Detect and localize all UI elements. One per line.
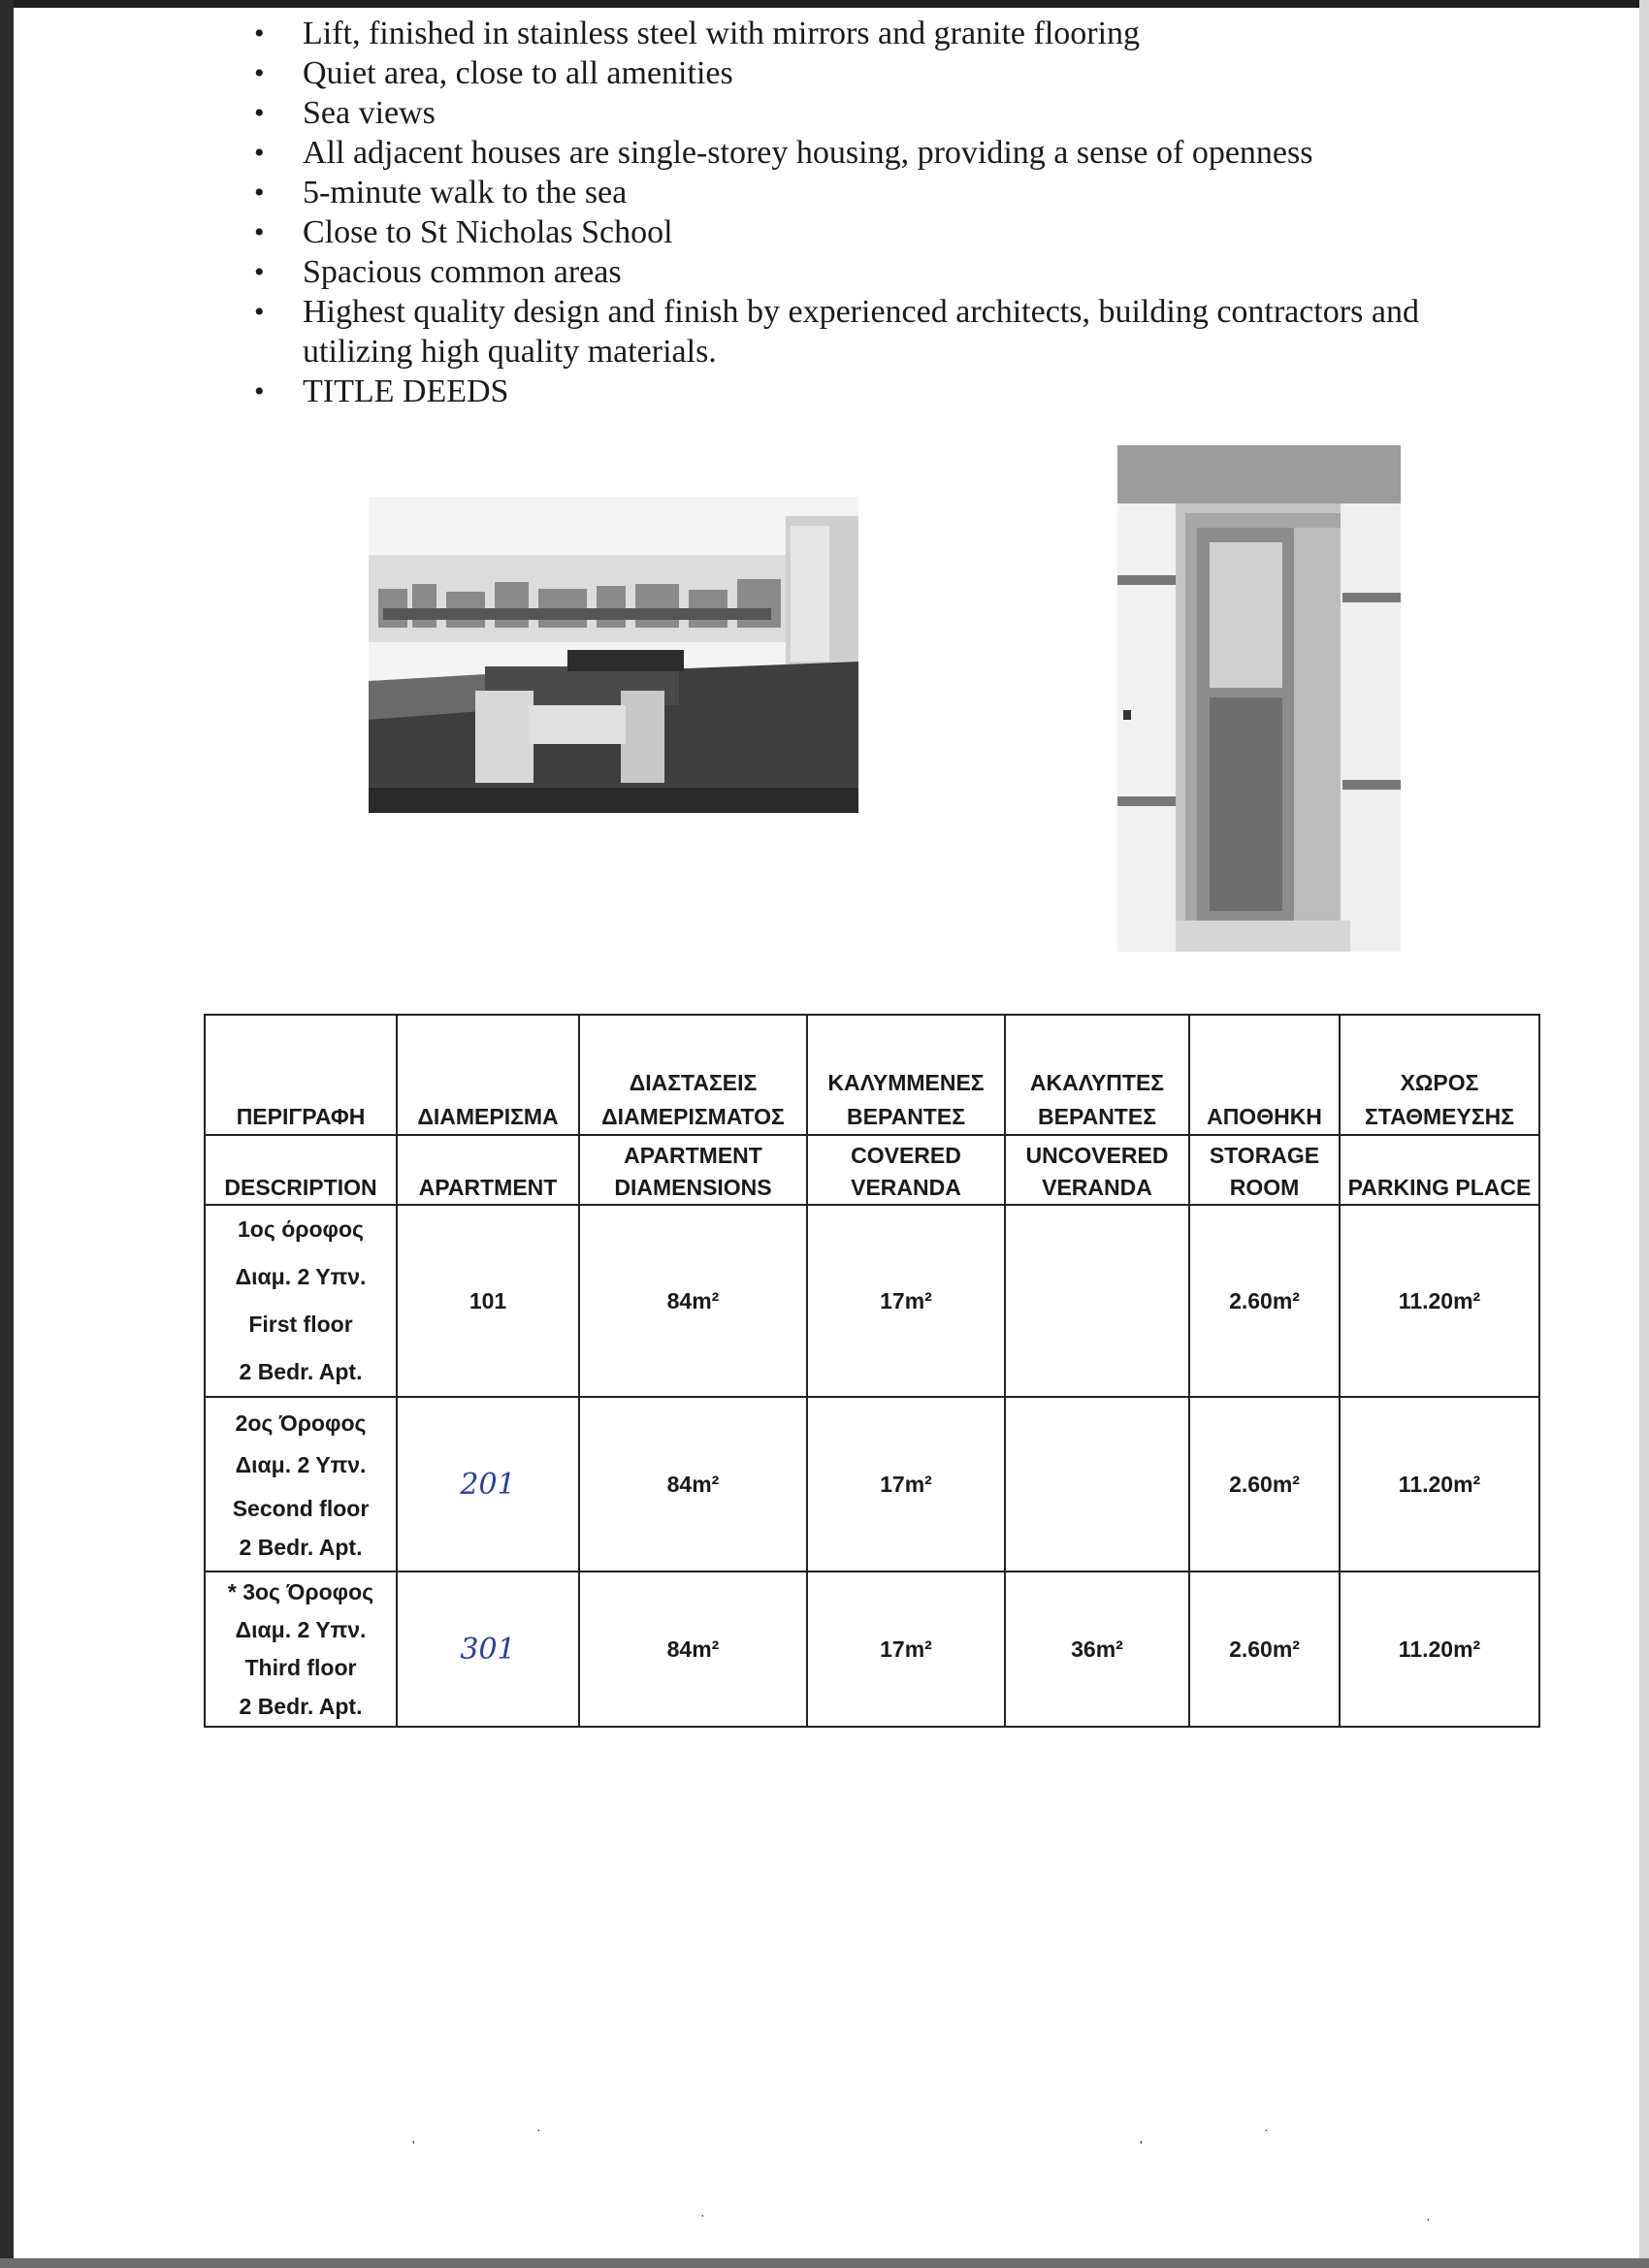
- bullet-icon: •: [254, 97, 265, 129]
- scan-edge-right: [1639, 0, 1649, 2268]
- feature-list: [254, 14, 1515, 411]
- feature-item: • TITLE DEEDS: [254, 373, 509, 409]
- bullet-icon: •: [254, 57, 265, 89]
- scan-edge-top: [0, 0, 1649, 8]
- lift-photo: [1117, 445, 1401, 952]
- header-cell: ΧΩΡΟΣ ΣΤΑΘΜΕΥΣΗΣ: [1340, 1015, 1539, 1135]
- scan-edge-bottom: [0, 2258, 1649, 2268]
- table-header-english: [205, 1135, 1539, 1205]
- feature-item: • Spacious common areas: [254, 254, 622, 290]
- parking-cell: 11.20m²: [1340, 1397, 1539, 1571]
- header-cell: ΑΠΟΘΗΚΗ: [1189, 1015, 1340, 1135]
- description-cell: 2ος Όροφος Διαμ. 2 Υπν. Second floor 2 Bedr. Apt.: [205, 1397, 397, 1571]
- scan-edge-left: [0, 0, 14, 2268]
- scan-speck: ': [1140, 2139, 1143, 2154]
- header-cell: APARTMENT DIAMENSIONS: [579, 1135, 807, 1205]
- feature-item: • Sea views: [254, 95, 436, 131]
- storage-cell: 2.60m²: [1189, 1571, 1340, 1727]
- header-cell: DESCRIPTION: [205, 1135, 397, 1205]
- storage-cell: 2.60m²: [1189, 1397, 1340, 1571]
- parking-cell: 11.20m²: [1340, 1571, 1539, 1727]
- header-cell: COVERED VERANDA: [807, 1135, 1005, 1205]
- feature-item: • Highest quality design and finish by experienced architects, building contractors and utilizing high quality materials.: [254, 294, 1419, 370]
- dimensions-cell: 84m²: [579, 1571, 807, 1727]
- table-header-greek: [205, 1015, 1539, 1135]
- scan-speck: ·: [700, 2210, 705, 2224]
- covered-veranda-cell: 17m²: [807, 1571, 1005, 1727]
- feature-item: • 5-minute walk to the sea: [254, 175, 628, 211]
- feature-item: • Close to St Nicholas School: [254, 214, 673, 250]
- table-row: [205, 1397, 1539, 1571]
- feature-item: • All adjacent houses are single-storey housing, providing a sense of openness: [254, 135, 1313, 171]
- scan-speck: ': [412, 2139, 415, 2154]
- bullet-icon: •: [254, 296, 265, 328]
- uncovered-veranda-cell: [1005, 1397, 1189, 1571]
- covered-veranda-cell: 17m²: [807, 1397, 1005, 1571]
- header-cell: APARTMENT: [397, 1135, 579, 1205]
- header-cell: PARKING PLACE: [1340, 1135, 1539, 1205]
- scan-speck: ·: [1264, 2124, 1269, 2139]
- header-cell: ΔΙΑΜΕΡΙΣΜΑ: [397, 1015, 579, 1135]
- apartment-cell: 201: [397, 1397, 579, 1571]
- feature-item: • Lift, finished in stainless steel with mirrors and granite flooring: [254, 16, 1141, 51]
- uncovered-veranda-cell: [1005, 1205, 1189, 1397]
- dimensions-cell: 84m²: [579, 1205, 807, 1397]
- bullet-icon: •: [254, 375, 265, 407]
- parking-cell: 11.20m²: [1340, 1205, 1539, 1397]
- header-cell: STORAGE ROOM: [1189, 1135, 1340, 1205]
- table-row: [205, 1205, 1539, 1397]
- bullet-icon: •: [254, 137, 265, 169]
- feature-item: • Quiet area, close to all amenities: [254, 55, 733, 91]
- bullet-icon: •: [254, 177, 265, 209]
- storage-cell: 2.60m²: [1189, 1205, 1340, 1397]
- description-cell: * 3ος Όροφος Διαμ. 2 Υπν. Third floor 2 Bedr. Apt.: [205, 1571, 397, 1727]
- description-cell: 1ος όροφος Διαμ. 2 Υπν. First floor 2 Bedr. Apt.: [205, 1205, 397, 1397]
- header-cell: UNCOVERED VERANDA: [1005, 1135, 1189, 1205]
- bullet-icon: •: [254, 256, 265, 288]
- apartment-cell: 301: [397, 1571, 579, 1727]
- header-cell: ΠΕΡΙΓΡΑΦΗ: [205, 1015, 397, 1135]
- apartment-cell: 101: [397, 1205, 579, 1397]
- scan-speck: ·: [536, 2124, 541, 2139]
- bullet-icon: •: [254, 17, 265, 49]
- apartment-table: [204, 1014, 1540, 1728]
- header-cell: ΔΙΑΣΤΑΣΕΙΣ ΔΙΑΜΕΡΙΣΜΑΤΟΣ: [579, 1015, 807, 1135]
- bullet-icon: •: [254, 216, 265, 248]
- header-cell: ΑΚΑΛΥΠΤΕΣ ΒΕΡΑΝΤΕΣ: [1005, 1015, 1189, 1135]
- header-cell: ΚΑΛΥΜΜΕΝΕΣ ΒΕΡΑΝΤΕΣ: [807, 1015, 1005, 1135]
- rooftop-view-photo: [369, 497, 858, 813]
- covered-veranda-cell: 17m²: [807, 1205, 1005, 1397]
- scan-speck: ·: [1426, 2214, 1431, 2228]
- uncovered-veranda-cell: 36m²: [1005, 1571, 1189, 1727]
- dimensions-cell: 84m²: [579, 1397, 807, 1571]
- table-row: [205, 1571, 1539, 1727]
